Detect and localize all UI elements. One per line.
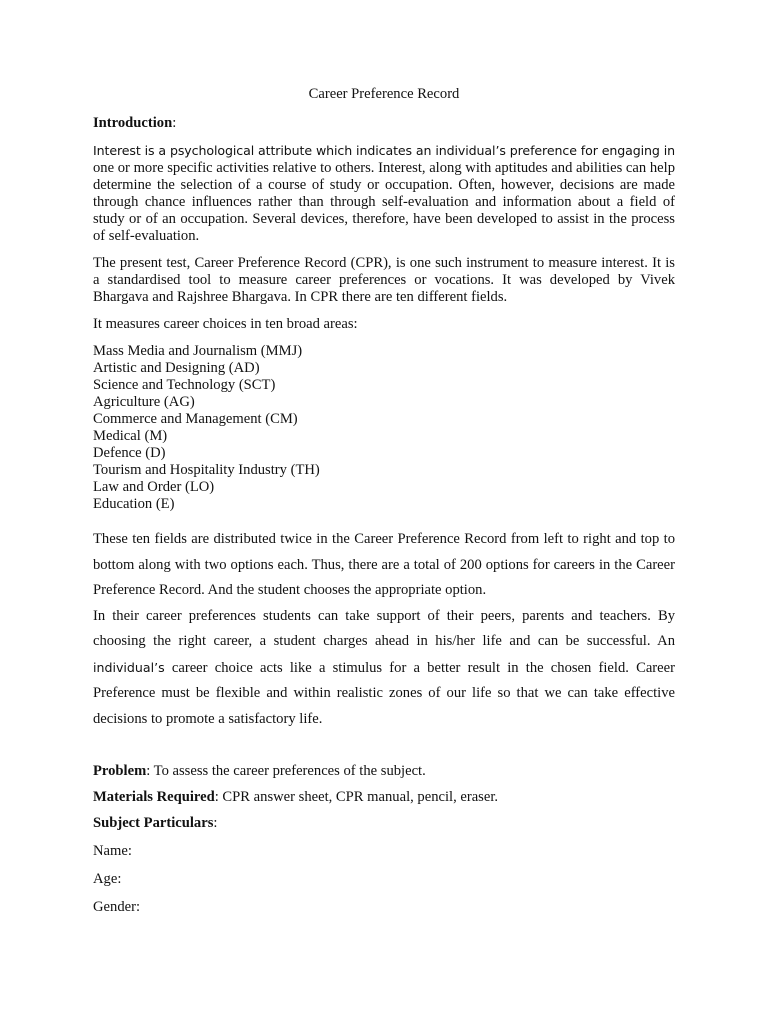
document-page (93, 86, 675, 927)
materials-text: : CPR answer sheet, CPR manual, pencil, eraser. (214, 789, 499, 805)
document-title: Career Preference Record (308, 86, 460, 102)
list-item: Science and Technology (SCT) (93, 377, 276, 393)
support-paragraph (93, 604, 675, 733)
subject-particulars-label: Subject Particulars (93, 815, 214, 831)
list-item: Artistic and Designing (AD) (93, 360, 260, 376)
intro-paragraph-1-lead: Interest is a psychological attribute which indicates an individual’s preference for engaging in (93, 143, 675, 158)
subject-particulars-line (93, 815, 675, 832)
introduction-heading: Introduction (93, 115, 173, 131)
gender-field: Gender: (93, 899, 141, 915)
list-item: Law and Order (LO) (93, 479, 215, 495)
support-paragraph-sans-word: individual’s (93, 659, 165, 675)
list-item: Agriculture (AG) (93, 394, 195, 410)
intro-paragraph-1-rest: one or more specific activities relative to others. Interest, along with aptitudes and abilities can help determine the selection of a course of study or occupation. Often, however, decisions are made through chance influences rather than through self-evaluation and information about a field of study or of an occupation. Several devices, therefore, have been developed to assist in the process of self-evaluation. (93, 160, 675, 244)
problem-label: Problem (93, 763, 147, 779)
areas-intro: It measures career choices in ten broad areas: (93, 316, 358, 332)
intro-paragraph-1 (93, 142, 675, 245)
intro-paragraph-2: The present test, Career Preference Record (CPR), is one such instrument to measure interest. It is a standardised tool to measure career preferences or vocations. It was developed by Vivek Bhargava and Rajshree Bhargava. In CPR there are ten different fields. (93, 255, 675, 305)
distribution-paragraph: These ten fields are distributed twice in the Career Preference Record from left to right and top to bottom along with two options each. Thus, there are a total of 200 options for careers in the Career Preference Record. And the student chooses the appropriate option. (93, 531, 675, 598)
career-areas-list (93, 343, 675, 513)
support-paragraph-part-a: In their career preferences students can take support of their peers, parents and teachers. By choosing the right career, a student charges ahead in his/her life and can be successful. An (93, 607, 675, 649)
list-item: Medical (M) (93, 428, 168, 444)
introduction-heading-line (93, 115, 675, 132)
materials-line (93, 789, 675, 806)
problem-text: : To assess the career preferences of the subject. (146, 763, 426, 779)
list-item: Defence (D) (93, 445, 166, 461)
age-field: Age: (93, 871, 122, 887)
problem-line (93, 763, 675, 780)
subject-particulars-colon: : (213, 815, 218, 831)
materials-label: Materials Required (93, 789, 215, 805)
introduction-heading-colon: : (172, 115, 177, 131)
support-paragraph-part-b: career choice acts like a stimulus for a better result in the chosen field. Career Preference must be flexible and within realistic zones of our life so that we can take effective decisions to promote a satisfactory life. (93, 659, 675, 727)
list-item: Commerce and Management (CM) (93, 411, 298, 427)
list-item: Education (E) (93, 496, 175, 512)
list-item: Tourism and Hospitality Industry (TH) (93, 462, 320, 478)
list-item: Mass Media and Journalism (MMJ) (93, 343, 303, 359)
name-field: Name: (93, 843, 132, 859)
